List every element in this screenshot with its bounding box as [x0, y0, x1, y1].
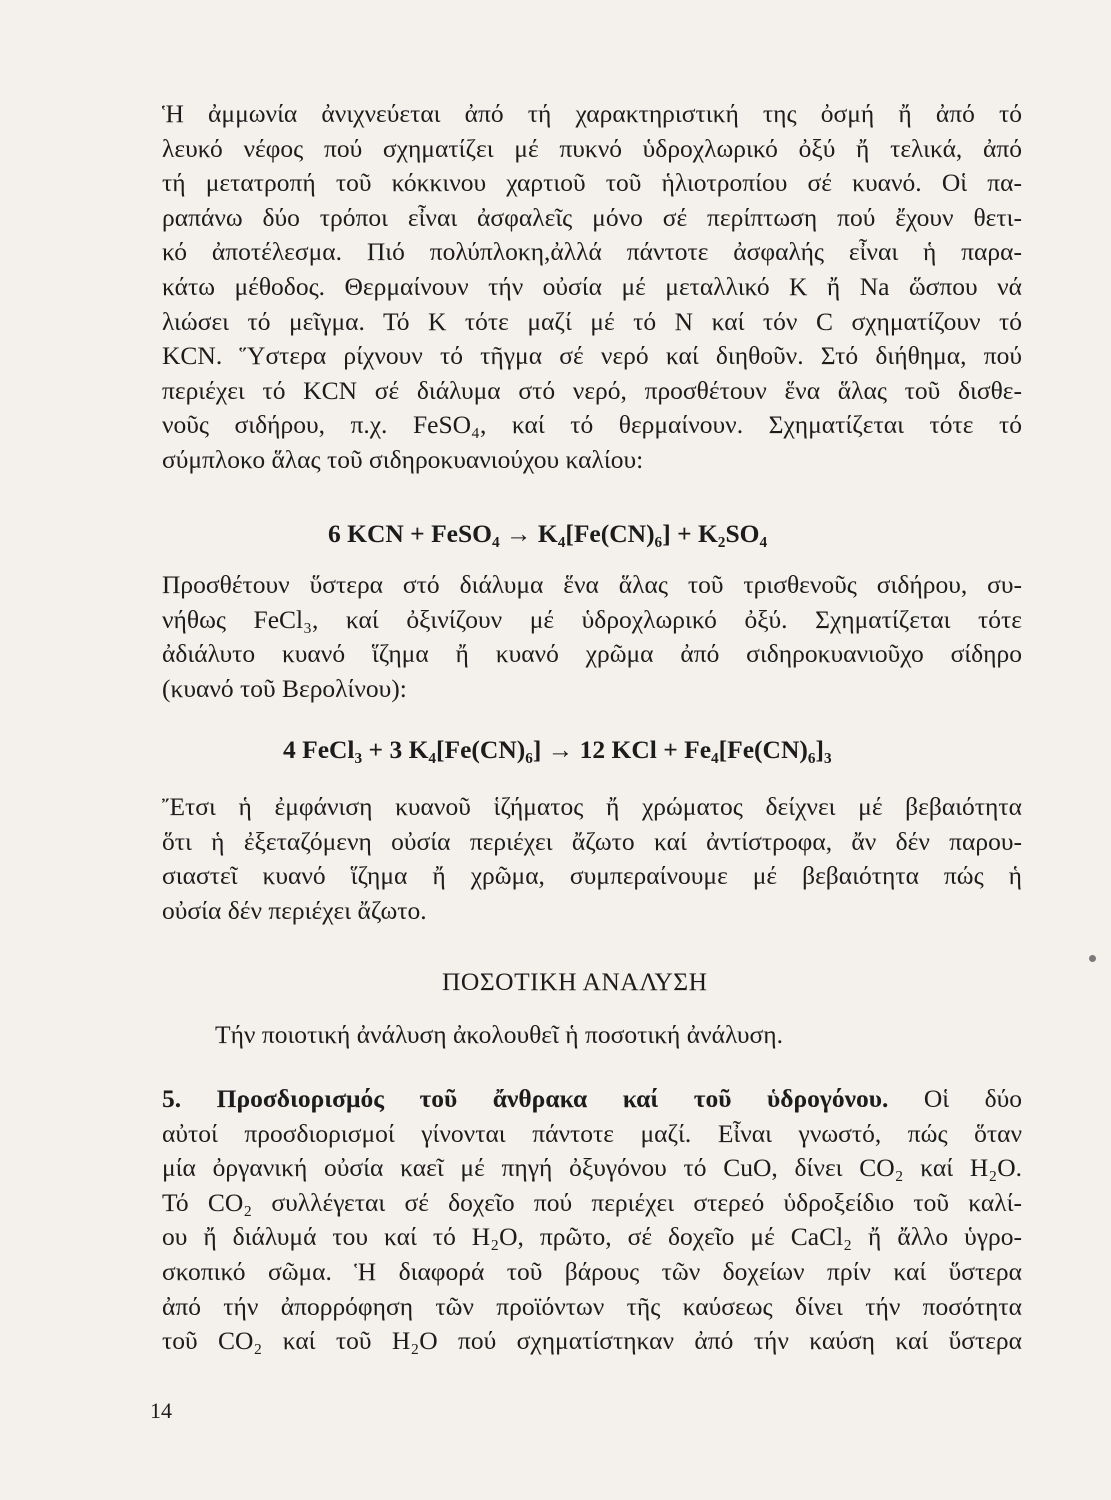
text-line: KCN. Ὕστερα ρίχνουν τό τῆγμα σέ νερό καί διηθοῦν. Στό διήθημα, πού	[162, 341, 1022, 371]
text-line: σκοπικό σῶμα. Ἡ διαφορά τοῦ βάρους τῶν δοχείων πρίν καί ὕστερα	[162, 1256, 1022, 1286]
paragraph-conclusion	[162, 790, 1022, 928]
section-heading: ΠΟΣΟΤΙΚΗ ΑΝΑΛΥΣΗ	[442, 967, 708, 996]
text-line: ὅτι ἡ ἐξεταζόμενη οὐσία περιέχει ἄζωτο καί ἀντίστροφα, ἄν δέν παρου-	[162, 826, 1022, 856]
text-line: ἀπό τήν ἀπορρόφηση τῶν προϊόντων τῆς καύσεως δίνει τήν ποσότητα	[162, 1291, 1022, 1321]
equation-kcn-feso4: 6 KCN + FeSO₄ → K₄[Fe(CN)₆] + K₂SO₄	[328, 519, 768, 548]
text-line: μία ὀργανική οὐσία καεῖ μέ πηγή ὀξυγόνου τό CuO, δίνει CO₂ καί H₂O.	[162, 1153, 1022, 1183]
section-intro: Τήν ποιοτική ἀνάλυση ἀκολουθεῖ ἡ ποσοτική ἀνάλυση.	[215, 1020, 783, 1049]
text-line	[162, 1082, 1022, 1117]
margin-dot	[1089, 955, 1096, 962]
text-line: κό ἀποτέλεσμα. Πιό πολύπλοκη,ἀλλά πάντοτε ἀσφαλής εἶναι ἡ παρα-	[162, 237, 1022, 267]
subsection-title: 5. Προσδιορισμός τοῦ ἄνθρακα καί τοῦ ὑδρογόνου.	[162, 1084, 889, 1113]
text-line: τοῦ CO₂ καί τοῦ H₂O πού σχηματίστηκαν ἀπό τήν καύση καί ὕστερα	[162, 1326, 1022, 1356]
text-line: αὐτοί προσδιορισμοί γίνονται πάντοτε μαζί. Εἶναι γνωστό, πώς ὅταν	[162, 1118, 1022, 1148]
text-line: λευκό νέφος πού σχηματίζει μέ πυκνό ὑδροχλωρικό ὀξύ ἤ τελικά, ἀπό	[162, 133, 1022, 163]
text-line: Ἔτσι ἡ ἐμφάνιση κυανοῦ ἱζήματος ἤ χρώματος δείχνει μέ βεβαιότητα	[162, 792, 1022, 821]
text-line: νοῦς σιδήρου, π.χ. FeSO₄, καί τό θερμαίνουν. Σχηματίζεται τότε τό	[162, 410, 1022, 440]
text-line: (κυανό τοῦ Βερολίνου):	[162, 673, 407, 703]
text-line: κάτω μέθοδος. Θερμαίνουν τήν οὐσία μέ μεταλλικό Κ ἤ Na ὥσπου νά	[162, 271, 1022, 301]
text-line: λιώσει τό μεῖγμα. Τό Κ τότε μαζί μέ τό Ν καί τόν C σχηματίζουν τό	[162, 306, 1022, 336]
page-number: 14	[150, 1398, 172, 1423]
text-line: τή μετατροπή τοῦ κόκκινου χαρτιοῦ τοῦ ἡλιοτροπίου σέ κυανό. Οἱ πα-	[162, 168, 1022, 198]
text-line: ἀδιάλυτο κυανό ἵζημα ἤ κυανό χρῶμα ἀπό σιδηροκυανιοῦχο σίδηρο	[162, 639, 1022, 669]
paragraph-ammonia-detection	[162, 97, 1022, 478]
paragraph-carbon-hydrogen	[162, 1082, 1022, 1359]
text-line: Ἡ ἀμμωνία ἀνιχνεύεται ἀπό τή χαρακτηριστική της ὀσμή ἤ ἀπό τό	[162, 99, 1022, 128]
subsection-title-rest: Οἱ δύο	[923, 1084, 1023, 1113]
paragraph-ferric-chloride	[162, 568, 1022, 706]
text-line: οὐσία δέν περιέχει ἄζωτο.	[162, 895, 427, 925]
text-line: ραπάνω δύο τρόποι εἶναι ἀσφαλεῖς μόνο σέ περίπτωση πού ἔχουν θετι-	[162, 202, 1022, 232]
text-line: Τό CO₂ συλλέγεται σέ δοχεῖο πού περιέχει στερεό ὑδροξείδιο τοῦ καλί-	[162, 1187, 1022, 1217]
text-line: περιέχει τό KCN σέ διάλυμα στό νερό, προσθέτουν ἕνα ἅλας τοῦ δισθε-	[162, 375, 1022, 405]
text-line: σιαστεῖ κυανό ἵζημα ἤ χρῶμα, συμπεραίνουμε μέ βεβαιότητα πώς ἡ	[162, 861, 1022, 891]
text-line: Προσθέτουν ὕστερα στό διάλυμα ἕνα ἅλας τοῦ τρισθενοῦς σιδήρου, συ-	[162, 570, 1022, 599]
text-line: νήθως FeCl₃, καί ὀξινίζουν μέ ὑδροχλωρικό ὀξύ. Σχηματίζεται τότε	[162, 604, 1022, 634]
equation-prussian-blue: 4 FeCl₃ + 3 K₄[Fe(CN)₆] → 12 KCl + Fe₄[Fe(CN)₆]₃	[283, 735, 832, 764]
text-line: σύμπλοκο ἅλας τοῦ σιδηροκυανιούχου καλίου:	[162, 444, 644, 474]
text-line: ου ἤ διάλυμά του καί τό H₂O, πρῶτο, σέ δοχεῖο μέ CaCl₂ ἤ ἄλλο ὑγρο-	[162, 1222, 1022, 1252]
